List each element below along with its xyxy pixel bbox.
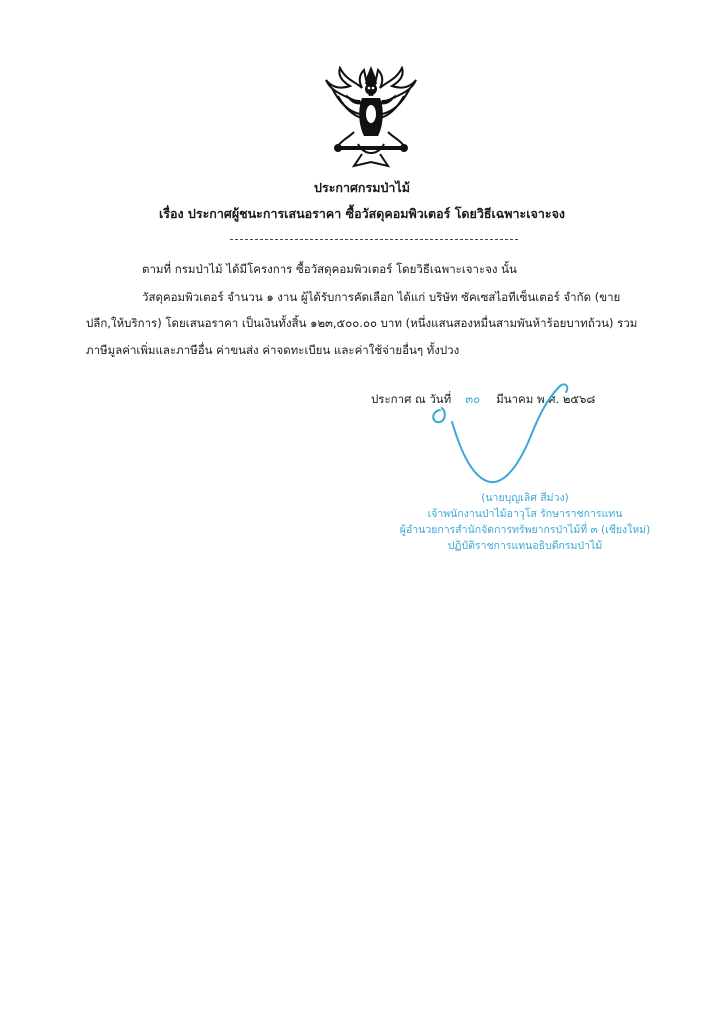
signer-position-3: ปฏิบัติราชการแทนอธิบดีกรมป่าไม้ — [447, 540, 603, 552]
handwritten-signature — [380, 382, 620, 502]
body-line-3: ปลีก,ให้บริการ) โดยเสนอราคา เป็นเงินทั้งสิ้น ๑๒๓,๕๐๐.๐๐ บาท (หนึ่งแสนสองหมื่นสามพันห้าร้อยบาทถ้วน) รวม — [86, 316, 638, 330]
document-subject: เรื่อง ประกาศผู้ชนะการเสนอราคา ซื้อวัสดุคอมพิวเตอร์ โดยวิธีเฉพาะเจาะจง — [158, 206, 566, 221]
date-day: ๓๐ — [465, 392, 481, 406]
title-divider — [230, 239, 518, 240]
document-title: ประกาศกรมป่าไม้ — [314, 180, 410, 195]
signer-name: (นายบุญเลิศ สีม่วง) — [481, 492, 569, 504]
date-month-year: มีนาคม พ.ศ. ๒๕๖๘ — [496, 392, 596, 406]
body-line-1: ตามที่ กรมป่าไม้ ได้มีโครงการ ซื้อวัสดุคอมพิวเตอร์ โดยวิธีเฉพาะเจาะจง นั้น — [142, 262, 517, 276]
signer-position-1: เจ้าพนักงานป่าไม้อาวุโส รักษาราชการแทน — [427, 508, 623, 520]
garuda-emblem-icon — [318, 66, 424, 176]
signer-position-2: ผู้อำนวยการสำนักจัดการทรัพยากรป่าไม้ที่ ๓ (เชียงใหม่) — [399, 524, 651, 536]
signature-block — [380, 490, 670, 554]
body-line-4: ภาษีมูลค่าเพิ่มและภาษีอื่น ค่าขนส่ง ค่าจดทะเบียน และค่าใช้จ่ายอื่นๆ ทั้งปวง — [86, 343, 460, 357]
body-line-2: วัสดุคอมพิวเตอร์ จำนวน ๑ งาน ผู้ได้รับการคัดเลือก ได้แก่ บริษัท ซัคเซสไอทีเซ็นเตอร์ จำกัด (ขาย — [142, 290, 621, 304]
date-label: ประกาศ ณ วันที่ — [371, 392, 452, 406]
